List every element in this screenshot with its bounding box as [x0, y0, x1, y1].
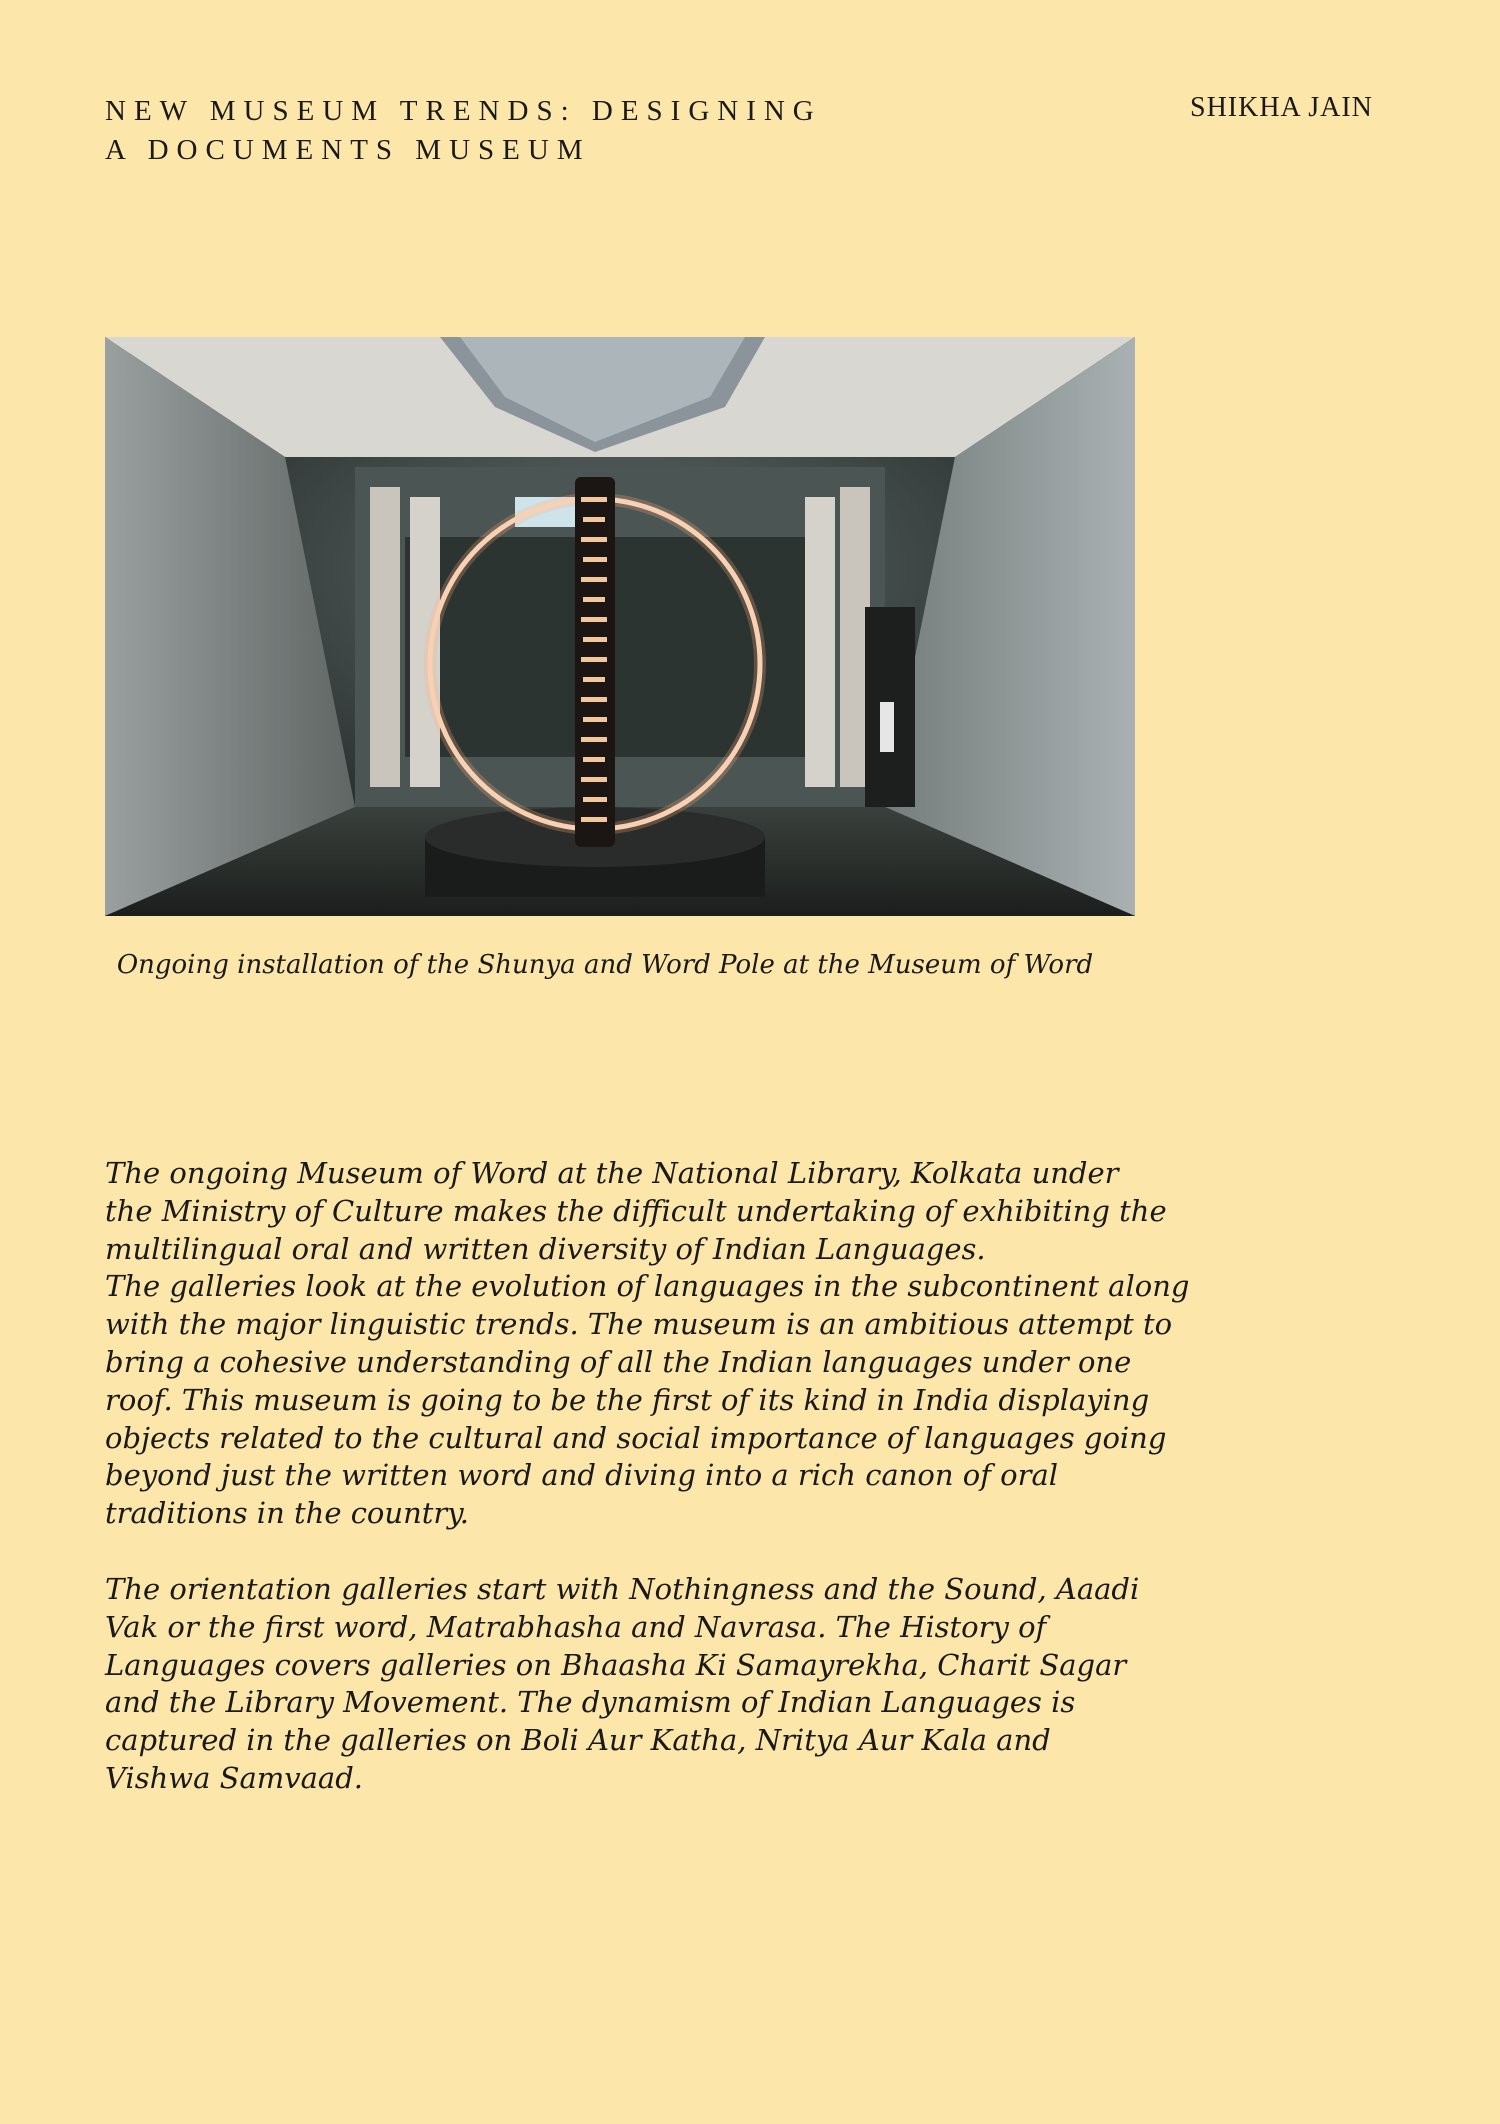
figure-caption: Ongoing installation of the Shunya and Word Pole at the Museum of Word — [116, 950, 1094, 980]
text-line: The galleries look at the evolution of languages in the subcontinent along — [105, 1269, 1190, 1304]
text-line: roof. This museum is going to be the first of its kind in India displaying — [105, 1382, 1150, 1417]
paragraph-spacer — [105, 1533, 1145, 1571]
author-name: SHIKHA JAIN — [1190, 92, 1373, 123]
text-line: with the major linguistic trends. The museum is an ambitious attempt to — [105, 1307, 1173, 1342]
paragraph-1 — [105, 1155, 1190, 1533]
text-line: multilingual oral and written diversity of Indian Languages. — [105, 1231, 986, 1266]
text-line: and the Library Movement. The dynamism of Indian Languages is — [105, 1685, 1076, 1720]
title-line-1: NEW MUSEUM TRENDS: DESIGNING — [105, 95, 822, 127]
article-body — [105, 1155, 1190, 1798]
text-line: beyond just the written word and diving into a rich canon of oral — [105, 1458, 1059, 1493]
text-line: objects related to the cultural and social importance of languages going — [105, 1420, 1167, 1455]
text-line: The orientation galleries start with Nothingness and the Sound, Aaadi — [105, 1571, 1140, 1606]
text-line: Vishwa Samvaad. — [105, 1760, 363, 1795]
title-line-2: A DOCUMENTS MUSEUM — [105, 134, 591, 166]
paragraph-2 — [105, 1571, 1145, 1798]
page-title — [105, 92, 865, 170]
text-line: Vak or the first word, Matrabhasha and Navrasa. The History of — [105, 1609, 1047, 1644]
text-line: captured in the galleries on Boli Aur Katha, Nritya Aur Kala and — [105, 1723, 1051, 1758]
installation-photo — [105, 337, 1135, 916]
text-line: the Ministry of Culture makes the difficult undertaking of exhibiting the — [105, 1193, 1167, 1228]
text-line: The ongoing Museum of Word at the National Library, Kolkata under — [105, 1156, 1119, 1190]
text-line: Languages covers galleries on Bhaasha Ki Samayrekha, Charit Sagar — [105, 1647, 1127, 1682]
text-line: bring a cohesive understanding of all the Indian languages under one — [105, 1344, 1132, 1379]
museum-installation-photo-icon — [105, 337, 1135, 916]
text-line: traditions in the country. — [105, 1496, 470, 1531]
